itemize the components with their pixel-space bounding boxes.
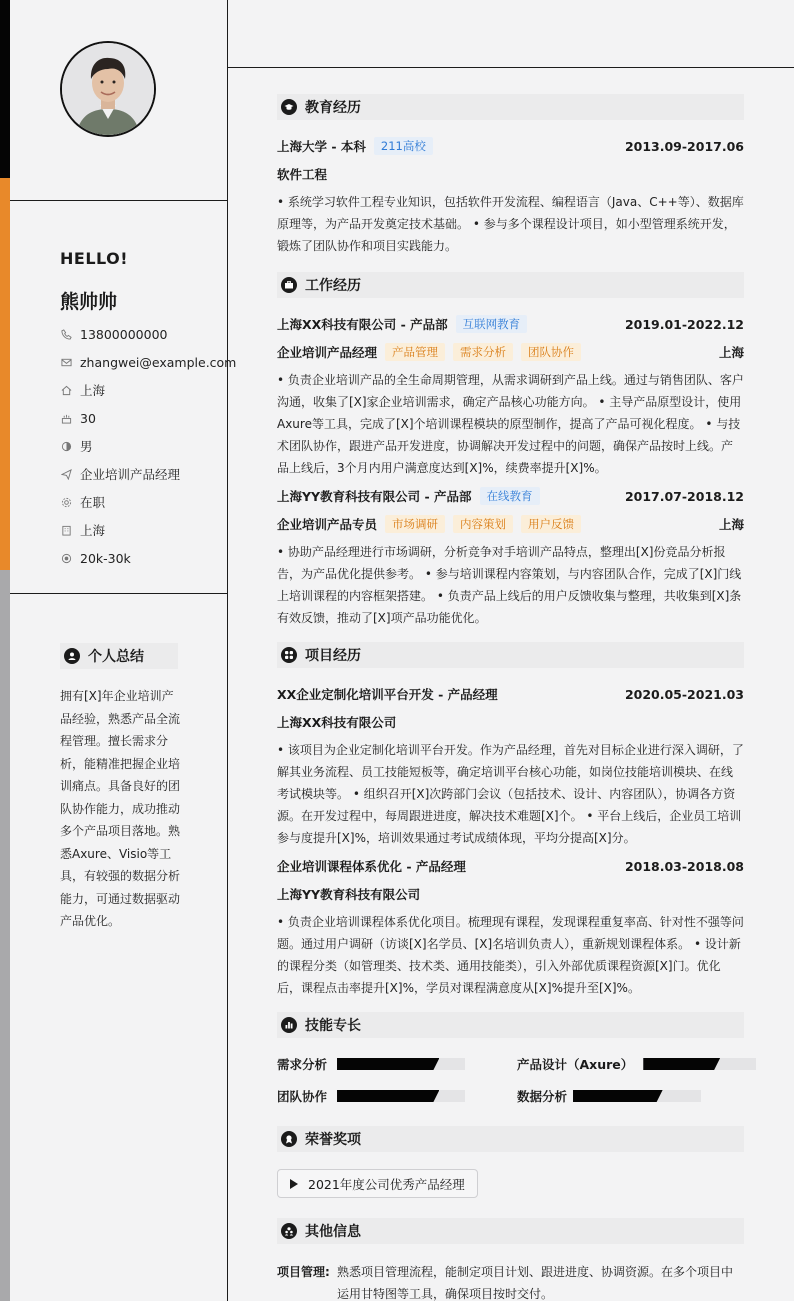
coin-icon: [60, 552, 72, 564]
gender-value: 男: [80, 439, 93, 454]
info-email: [60, 352, 236, 372]
work-city: 上海: [718, 345, 744, 360]
skill-name: 产品设计（Axure）: [517, 1057, 634, 1072]
skill-item: [277, 1055, 465, 1073]
info-position: [60, 464, 180, 484]
work-period: 2017.07-2018.12: [624, 488, 744, 504]
stripe-black: [0, 0, 10, 178]
other-heading: 其他信息: [277, 1218, 744, 1244]
mail-icon: [60, 356, 72, 368]
skill-bar: [337, 1090, 465, 1102]
work-company-row: [277, 486, 744, 506]
gender-icon: [60, 440, 72, 452]
skill-bar-fill: [337, 1090, 439, 1102]
stripe-gray: [0, 570, 10, 1301]
school-tag: 211高校: [374, 137, 433, 155]
work-tag: 产品管理: [385, 343, 445, 361]
grid-icon: [281, 647, 297, 663]
skill-bar: [573, 1090, 701, 1102]
header-divider: [228, 67, 794, 68]
building-icon: [60, 524, 72, 536]
briefcase-icon: [281, 277, 297, 293]
project-org: 上海XX科技有限公司: [277, 715, 397, 730]
major: 软件工程: [277, 167, 328, 182]
skill-item: [277, 1087, 465, 1105]
skill-bar-fill: [573, 1090, 663, 1102]
stripe-orange: [0, 178, 10, 570]
skill-item: [517, 1087, 701, 1105]
skill-bar: [337, 1058, 465, 1070]
avatar-portrait-icon: [62, 43, 154, 135]
other-key: 项目管理:: [277, 1265, 330, 1279]
info-city: [60, 520, 105, 540]
work-tag: 市场调研: [385, 515, 445, 533]
people-icon: [281, 1223, 297, 1239]
cake-icon: [60, 412, 72, 424]
skill-name: 数据分析: [517, 1089, 568, 1104]
work-city: 上海: [718, 517, 744, 532]
summary-heading: 个人总结: [60, 643, 178, 669]
school-name: 上海大学 - 本科: [277, 139, 366, 154]
education-row: [277, 136, 744, 156]
work-heading: 工作经历: [277, 272, 744, 298]
info-status: [60, 492, 105, 512]
bar-chart-icon: [281, 1017, 297, 1033]
work-tag: 内容策划: [453, 515, 513, 533]
project-org-row: [277, 712, 744, 732]
education-desc: • 系统学习软件工程专业知识，包括软件开发流程、编程语言（Java、C++等）、数据库原理等，为产品开发奠定技术基础。 • 参与多个课程设计项目，如小型管理系统开发，锻炼了团队协作和项目实践能力。: [277, 195, 744, 253]
work-tag: 团队协作: [521, 343, 581, 361]
skills-heading: 技能专长: [277, 1012, 744, 1038]
project-desc: • 负责企业培训课程体系优化项目。梳理现有课程，发现课程重复率高、针对性不强等问题。通过用户调研（访谈[X]名学员、[X]名培训负责人），重新规划课程体系。 • 设计新的课程分类（如管理类、技术类、通用技能类），引入外部优质课程资源[X]门。优化后，课程点击率提升[X]%，学员对课程满意度从[X]%提升至[X]%。: [277, 915, 744, 995]
award-label: 2021年度公司优秀产品经理: [308, 1176, 465, 1192]
location-value: 上海: [80, 383, 106, 398]
education-period: 2013.09-2017.06: [624, 138, 744, 154]
major-row: [277, 164, 744, 184]
skill-name: 团队协作: [277, 1089, 328, 1104]
phone-value: 13800000000: [80, 326, 168, 342]
sidebar: [10, 0, 237, 1301]
work-company-row: [277, 314, 744, 334]
work-industry: 在线教育: [480, 487, 540, 505]
project-org: 上海YY教育科技有限公司: [277, 887, 421, 902]
position-value: 企业培训产品经理: [80, 467, 181, 482]
other-value: 熟悉项目管理流程，能制定项目计划、跟进进度、协调资源。在多个项目中运用甘特图等工具，确保项目按时交付。: [337, 1265, 734, 1301]
skill-name: 需求分析: [277, 1057, 328, 1072]
project-org-row: [277, 884, 744, 904]
gear-icon: [60, 496, 72, 508]
project-period: 2020.05-2021.03: [624, 686, 744, 702]
skill-bar-fill: [337, 1058, 439, 1070]
status-value: 在职: [80, 495, 106, 510]
home-icon: [60, 384, 72, 396]
work-industry: 互联网教育: [456, 315, 528, 333]
skill-bar-fill: [643, 1058, 720, 1070]
award-icon: [281, 1131, 297, 1147]
info-salary: [60, 548, 131, 568]
email-value: zhangwei@example.com: [80, 354, 237, 370]
work-role-row: [277, 342, 744, 362]
skill-item: [517, 1055, 756, 1073]
project-name: 企业培训课程体系优化 - 产品经理: [277, 859, 466, 874]
salary-value: 20k-30k: [80, 550, 131, 566]
work-tag: 用户反馈: [521, 515, 581, 533]
project-row: [277, 856, 744, 876]
info-location: [60, 380, 105, 400]
award-item[interactable]: [277, 1169, 478, 1198]
work-role-row: [277, 514, 744, 534]
education-heading: 教育经历: [277, 94, 744, 120]
projects-heading: 项目经历: [277, 642, 744, 668]
work-role: 企业培训产品专员: [277, 517, 378, 532]
info-age: [60, 408, 96, 428]
work-company: 上海YY教育科技有限公司 - 产品部: [277, 489, 472, 504]
divider: [10, 200, 228, 201]
project-name: XX企业定制化培训平台开发 - 产品经理: [277, 687, 498, 702]
skill-bar: [643, 1058, 756, 1070]
info-gender: [60, 436, 93, 456]
divider: [10, 593, 228, 594]
graduation-cap-icon: [281, 99, 297, 115]
avatar: [60, 41, 156, 137]
candidate-name: 熊帅帅: [60, 291, 118, 313]
work-tag: 需求分析: [453, 343, 513, 361]
phone-icon: [60, 328, 72, 340]
project-period: 2018.03-2018.08: [624, 858, 744, 874]
age-value: 30: [80, 410, 96, 426]
project-desc: • 该项目为企业定制化培训平台开发。作为产品经理，首先对目标企业进行深入调研，了解其业务流程、员工技能短板等，确定培训平台核心功能，如岗位技能培训模块、在线考试模块等。 • 组织召开[X]次跨部门会议（包括技术、设计、内容团队），协调各方资源。在开发过程中，每周跟进进度，解决技术难题[X]个。 • 平台上线后，企业员工培训参与度提升[X]%，培训效果通过考试成绩体现，平均分提高[X]分。: [277, 743, 744, 845]
work-company: 上海XX科技有限公司 - 产品部: [277, 317, 448, 332]
project-row: [277, 684, 744, 704]
play-icon: [290, 1179, 298, 1189]
info-phone: [60, 324, 167, 344]
work-desc: • 负责企业培训产品的全生命周期管理，从需求调研到产品上线。通过与销售团队、客户沟通，收集了[X]家企业培训需求，确定产品核心功能方向。 • 主导产品原型设计，使用Axure等工具，完成了[X]个培训课程模块的原型制作，提高了产品可视化程度。 • 与技术团队协作，跟进产品开发进度，协调解决开发过程中的问题，确保产品按时上线。产品上线后，3个月内用户满意度达到[X]%，续费率提升[X]%。: [277, 373, 744, 475]
work-role: 企业培训产品经理: [277, 345, 378, 360]
summary-text: 拥有[X]年企业培训产品经验，熟悉产品全流程管理。擅长需求分析，能精准把握企业培训痛点。具备良好的团队协作能力，成功推动多个产品项目落地。熟悉Axure、Visio等工具，有较强的数据分析能力，可通过数据驱动产品优化。: [60, 689, 181, 928]
awards-heading: 荣誉奖项: [277, 1126, 744, 1152]
send-icon: [60, 468, 72, 480]
hello-heading: HELLO!: [60, 249, 129, 268]
city-value: 上海: [80, 523, 106, 538]
other-info: [277, 1261, 744, 1301]
work-desc: • 协助产品经理进行市场调研，分析竞争对手培训产品特点，整理出[X]份竞品分析报告，为产品优化提供参考。 • 参与培训课程内容策划，与内容团队合作，完成了[X]门线上培训课程的内容框架搭建。 • 负责产品上线后的用户反馈收集与整理，共收集到[X]条有效反馈，推动了[X]项产品功能优化。: [277, 545, 742, 625]
user-icon: [64, 648, 80, 664]
work-period: 2019.01-2022.12: [624, 316, 744, 332]
